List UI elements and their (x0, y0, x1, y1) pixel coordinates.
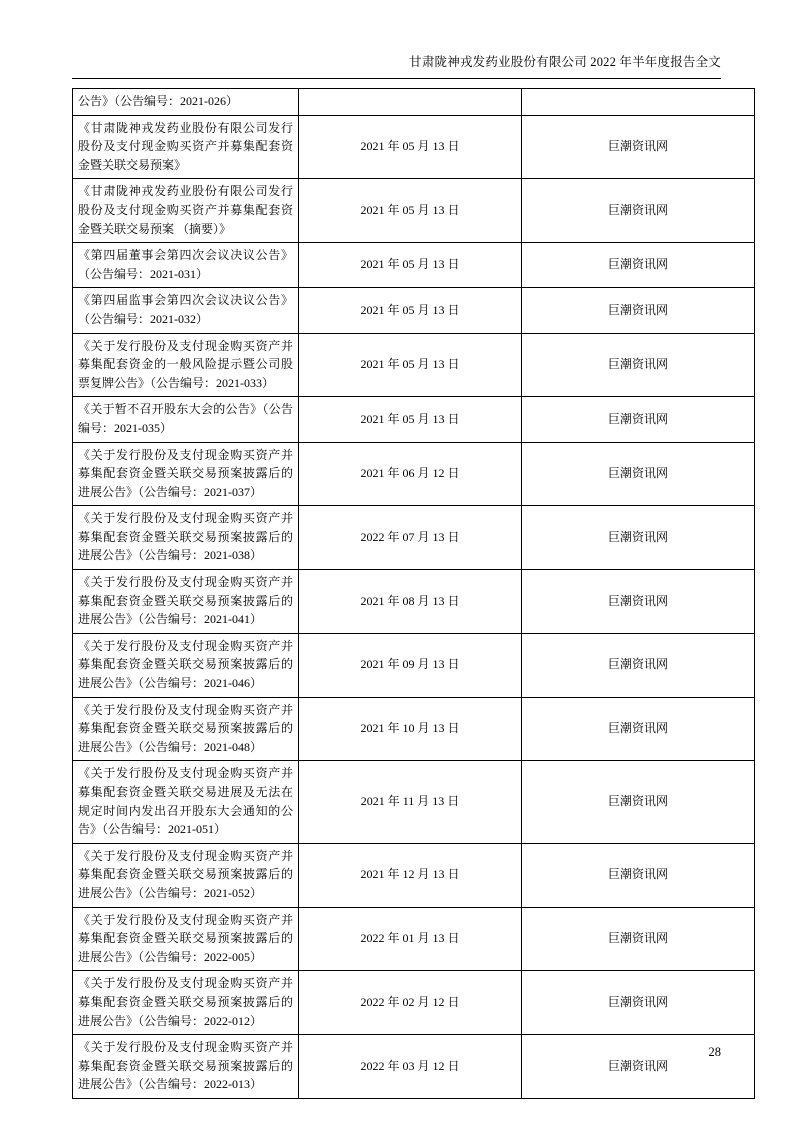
cell-announcement: 《关于发行股份及支付现金购买资产并募集配套资金暨关联交易预案披露后的进展公告》（公告编号：2021-038） (73, 506, 299, 570)
table-row (73, 1035, 755, 1099)
cell-date: 2022 年 07 月 13 日 (299, 506, 522, 570)
table-row (73, 761, 755, 843)
cell-announcement: 《关于暂不召开股东大会的公告》（公告编号：2021-035） (73, 397, 299, 442)
cell-media: 巨潮资讯网 (522, 442, 755, 506)
cell-announcement: 《第四届监事会第四次会议决议公告》（公告编号：2021-032） (73, 288, 299, 333)
table-row (73, 697, 755, 761)
page-header: 甘肃陇神戎发药业股份有限公司 2022 年半年度报告全文 (409, 55, 721, 69)
cell-media: 巨潮资讯网 (522, 633, 755, 697)
cell-media: 巨潮资讯网 (522, 1035, 755, 1099)
cell-date: 2022 年 01 月 13 日 (299, 907, 522, 971)
cell-date: 2021 年 05 月 13 日 (299, 179, 522, 243)
table-row (73, 506, 755, 570)
cell-media: 巨潮资讯网 (522, 761, 755, 843)
cell-announcement: 《关于发行股份及支付现金购买资产并募集配套资金暨关联交易预案披露后的进展公告》（公告编号：2022-005） (73, 907, 299, 971)
cell-announcement: 《甘肃陇神戎发药业股份有限公司发行股份及支付现金购买资产并募集配套资金暨关联交易预案》 (73, 115, 299, 179)
cell-date: 2021 年 11 月 13 日 (299, 761, 522, 843)
header-divider (72, 78, 721, 79)
page-number: 28 (708, 1045, 721, 1059)
cell-announcement: 《关于发行股份及支付现金购买资产并募集配套资金暨关联交易预案披露后的进展公告》（公告编号：2021-037） (73, 442, 299, 506)
table-row (73, 442, 755, 506)
cell-announcement: 《关于发行股份及支付现金购买资产并募集配套资金暨关联交易进展及无法在规定时间内发出召开股东大会通知的公告》（公告编号：2021-051） (73, 761, 299, 843)
table-row (73, 333, 755, 397)
cell-media: 巨潮资讯网 (522, 288, 755, 333)
cell-date: 2021 年 12 月 13 日 (299, 843, 522, 907)
cell-date: 2021 年 08 月 13 日 (299, 570, 522, 634)
cell-announcement: 《关于发行股份及支付现金购买资产并募集配套资金暨关联交易预案披露后的进展公告》（公告编号：2021-041） (73, 570, 299, 634)
cell-announcement: 《关于发行股份及支付现金购买资产并募集配套资金暨关联交易预案披露后的进展公告》（公告编号：2022-012） (73, 971, 299, 1035)
cell-announcement: 《关于发行股份及支付现金购买资产并募集配套资金的一般风险提示暨公司股票复牌公告》（公告编号：2021-033） (73, 333, 299, 397)
cell-media: 巨潮资讯网 (522, 179, 755, 243)
cell-media: 巨潮资讯网 (522, 243, 755, 288)
cell-media: 巨潮资讯网 (522, 333, 755, 397)
cell-announcement: 《关于发行股份及支付现金购买资产并募集配套资金暨关联交易预案披露后的进展公告》（公告编号：2021-052） (73, 843, 299, 907)
cell-media (522, 89, 755, 116)
table-row (73, 397, 755, 442)
cell-date: 2021 年 05 月 13 日 (299, 333, 522, 397)
cell-media: 巨潮资讯网 (522, 570, 755, 634)
cell-media: 巨潮资讯网 (522, 971, 755, 1035)
table-row (73, 288, 755, 333)
cell-date: 2021 年 10 月 13 日 (299, 697, 522, 761)
table-row (73, 570, 755, 634)
table-row (73, 89, 755, 116)
announcement-table (72, 88, 755, 1099)
cell-media: 巨潮资讯网 (522, 115, 755, 179)
cell-date: 2021 年 06 月 12 日 (299, 442, 522, 506)
table-row (73, 907, 755, 971)
cell-announcement: 《关于发行股份及支付现金购买资产并募集配套资金暨关联交易预案披露后的进展公告》（公告编号：2021-048） (73, 697, 299, 761)
cell-date: 2021 年 05 月 13 日 (299, 115, 522, 179)
cell-date: 2021 年 05 月 13 日 (299, 397, 522, 442)
cell-date: 2021 年 05 月 13 日 (299, 243, 522, 288)
cell-media: 巨潮资讯网 (522, 506, 755, 570)
cell-announcement: 《关于发行股份及支付现金购买资产并募集配套资金暨关联交易预案披露后的进展公告》（公告编号：2022-013） (73, 1035, 299, 1099)
cell-announcement: 《甘肃陇神戎发药业股份有限公司发行股份及支付现金购买资产并募集配套资金暨关联交易预案 （摘要）》 (73, 179, 299, 243)
cell-date (299, 89, 522, 116)
cell-announcement: 《第四届董事会第四次会议决议公告》（公告编号：2021-031） (73, 243, 299, 288)
cell-date: 2021 年 05 月 13 日 (299, 288, 522, 333)
table-row (73, 115, 755, 179)
cell-date: 2021 年 09 月 13 日 (299, 633, 522, 697)
cell-date: 2022 年 03 月 12 日 (299, 1035, 522, 1099)
table-row (73, 633, 755, 697)
table-row (73, 971, 755, 1035)
table-row (73, 843, 755, 907)
table-body (73, 89, 755, 1099)
cell-media: 巨潮资讯网 (522, 907, 755, 971)
cell-announcement: 《关于发行股份及支付现金购买资产并募集配套资金暨关联交易预案披露后的进展公告》（公告编号：2021-046） (73, 633, 299, 697)
table-row (73, 243, 755, 288)
cell-date: 2022 年 02 月 12 日 (299, 971, 522, 1035)
table-row (73, 179, 755, 243)
cell-media: 巨潮资讯网 (522, 843, 755, 907)
cell-media: 巨潮资讯网 (522, 397, 755, 442)
cell-media: 巨潮资讯网 (522, 697, 755, 761)
cell-announcement: 公告》（公告编号：2021-026） (73, 89, 299, 116)
